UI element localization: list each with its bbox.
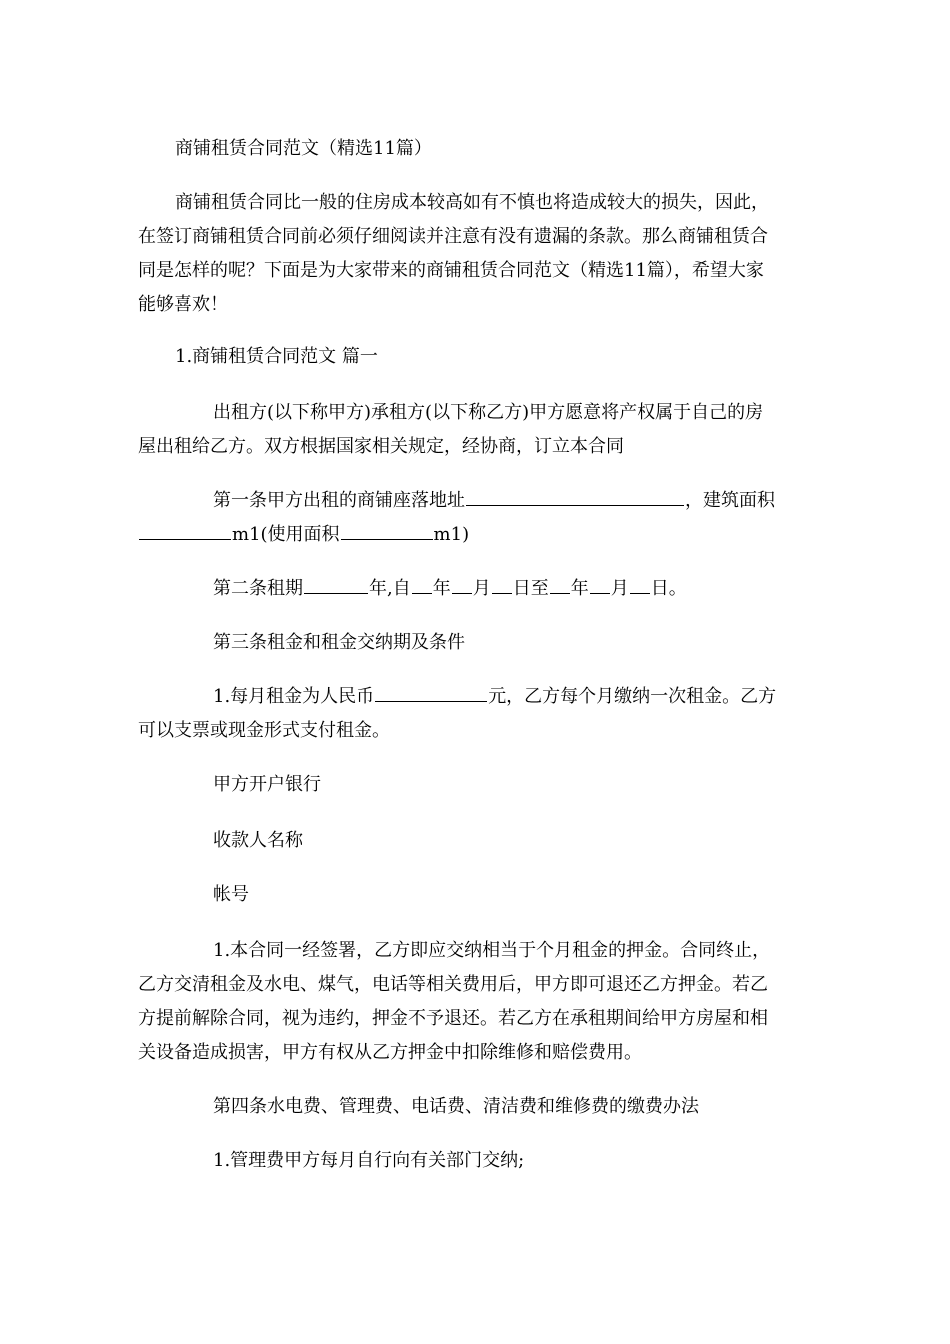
article-1-line-1: 第一条甲方出租的商铺座落地址 ，建筑面积	[213, 490, 775, 511]
start-year-blank	[412, 592, 432, 594]
preamble-line: 出租方(以下称甲方)承租方(以下称乙方)甲方愿意将产权属于自己的房	[213, 402, 764, 423]
bank-label: 甲方开户银行	[213, 774, 321, 795]
term-years-blank	[304, 592, 368, 594]
preamble-line: 屋出租给乙方。双方根据国家相关规定，经协商，订立本合同	[138, 436, 624, 457]
area-blank	[139, 538, 231, 540]
usable-area-blank	[341, 538, 433, 540]
document-title: 商铺租赁合同范文（精选11篇）	[175, 138, 432, 159]
article-1-line-2: m1(使用面积 m1)	[138, 518, 775, 552]
deposit-line: 乙方交清租金及水电、煤气，电话等相关费用后，甲方即可退还乙方押金。若乙	[138, 974, 768, 995]
intro-line: 在签订商铺租赁合同前必须仔细阅读并注意有没有遗漏的条款。那么商铺租赁合	[138, 226, 768, 247]
rent-clause-line-2: 可以支票或现金形式支付租金。	[138, 720, 390, 741]
intro-paragraph	[138, 186, 769, 322]
account-label: 帐号	[213, 884, 249, 905]
intro-line: 商铺租赁合同比一般的住房成本较高如有不慎也将造成较大的损失，因此，	[175, 192, 769, 213]
rent-clause-line-1: 1.每月租金为人民币 元，乙方每个月缴纳一次租金。乙方	[213, 686, 777, 707]
intro-line: 能够喜欢！	[138, 294, 228, 315]
payee-label: 收款人名称	[213, 830, 303, 851]
article-4-heading: 第四条水电费、管理费、电话费、清洁费和维修费的缴费办法	[213, 1096, 699, 1117]
deposit-line: 1.本合同一经签署，乙方即应交纳相当于个月租金的押金。合同终止，	[213, 940, 771, 961]
end-year-blank	[550, 592, 570, 594]
deposit-clause	[138, 934, 770, 1070]
rent-amount-blank	[375, 700, 487, 702]
end-month-blank	[590, 592, 610, 594]
article-3-heading: 第三条租金和租金交纳期及条件	[213, 632, 465, 653]
preamble-paragraph	[138, 396, 763, 464]
start-month-blank	[452, 592, 472, 594]
end-day-blank	[630, 592, 650, 594]
address-blank	[466, 504, 684, 506]
management-fee-clause: 1.管理费甲方每月自行向有关部门交纳;	[213, 1150, 525, 1171]
section-heading: 1.商铺租赁合同范文 篇一	[175, 346, 378, 367]
article-2: 第二条租期 年,自 年 月 日至 年 月 日。	[213, 578, 687, 599]
deposit-line: 方提前解除合同，视为违约，押金不予退还。若乙方在承租期间给甲方房屋和相	[138, 1008, 768, 1029]
article-1	[138, 484, 775, 552]
rent-clause	[138, 680, 776, 748]
intro-line: 同是怎样的呢？下面是为大家带来的商铺租赁合同范文（精选11篇），希望大家	[138, 260, 764, 281]
deposit-line: 关设备造成损害，甲方有权从乙方押金中扣除维修和赔偿费用。	[138, 1042, 642, 1063]
start-day-blank	[492, 592, 512, 594]
